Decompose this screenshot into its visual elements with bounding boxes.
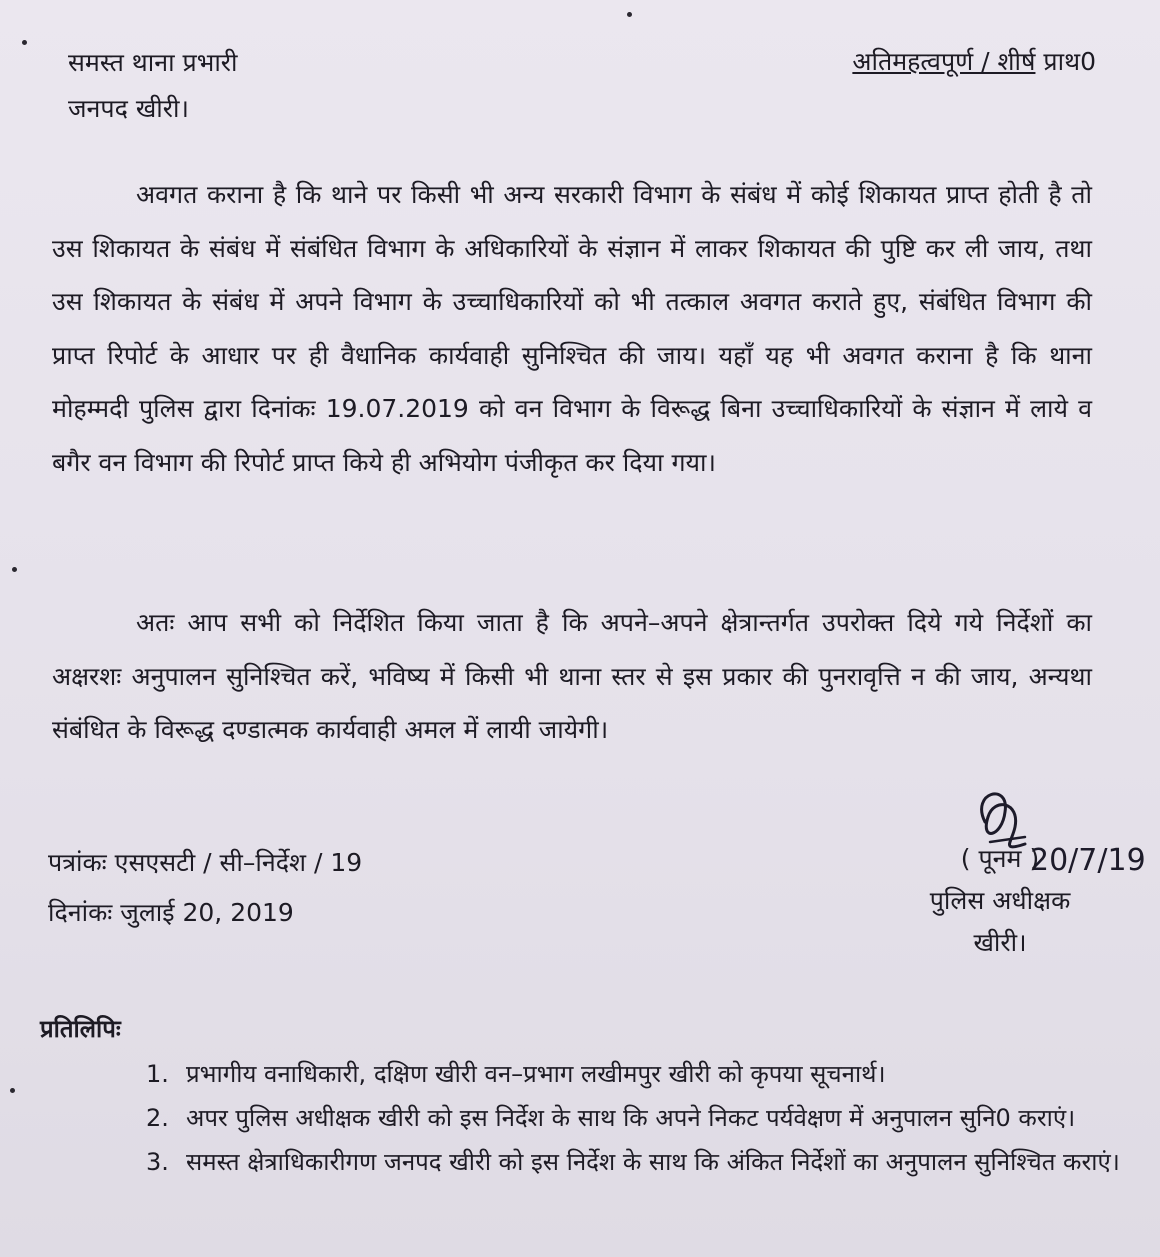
copy-item-number: 3. bbox=[146, 1148, 169, 1176]
paper-speck bbox=[627, 12, 632, 17]
body-paragraph-2: अतः आप सभी को निर्देशित किया जाता है कि अपने–अपने क्षेत्रान्तर्गत उपरोक्त दिये गये निर्देशों का अक्षरशः अनुपालन सुनिश्चित करें, भविष्य में किसी भी थाना स्तर से इस प्रकार की पुनरावृत्ति न की जाय, अन्यथा संबंधित के विरूद्ध दण्डात्मक कार्यवाही अमल में लायी जायेगी। bbox=[52, 608, 1092, 744]
letter-number: पत्रांकः एसएसटी / सी–निर्देश / 19 bbox=[48, 848, 363, 877]
copies-heading: प्रतिलिपिः bbox=[40, 1015, 121, 1043]
signatory-name: ( पूनम ) bbox=[960, 844, 1040, 873]
copy-item-number: 1. bbox=[146, 1060, 169, 1088]
reference-block bbox=[48, 838, 362, 938]
copy-item bbox=[40, 1052, 1120, 1096]
copies-section bbox=[40, 1012, 1120, 1184]
addressee bbox=[68, 40, 238, 132]
paper-speck bbox=[22, 40, 27, 45]
paper-speck bbox=[10, 1088, 15, 1093]
copies-list bbox=[40, 1052, 1120, 1184]
letter-date: दिनांकः जुलाई 20, 2019 bbox=[48, 898, 294, 927]
paper-speck bbox=[12, 567, 17, 572]
copy-item bbox=[40, 1140, 1120, 1184]
priority-underlined: अतिमहत्वपूर्ण / शीर्ष bbox=[852, 47, 1036, 76]
priority-suffix: प्राथ0 bbox=[1035, 47, 1096, 76]
copy-item-text: प्रभागीय वनाधिकारी, दक्षिण खीरी वन–प्रभाग लखीमपुर खीरी को कृपया सूचनार्थ। bbox=[186, 1060, 886, 1088]
copy-item-text: समस्त क्षेत्राधिकारीगण जनपद खीरी को इस निर्देश के साथ कि अंकित निर्देशों का अनुपालन सुनिश्चित कराएं। bbox=[186, 1148, 1120, 1176]
priority-label bbox=[852, 44, 1096, 78]
signatory-designation: पुलिस अधीक्षक bbox=[929, 886, 1071, 915]
addressee-line-1: समस्त थाना प्रभारी bbox=[68, 48, 238, 77]
addressee-line-2: जनपद खीरी। bbox=[68, 94, 189, 123]
signature-block bbox=[890, 838, 1110, 964]
copy-item bbox=[40, 1096, 1120, 1140]
copy-item-number: 2. bbox=[146, 1104, 169, 1132]
handwritten-date: 20/7/19 bbox=[1030, 843, 1146, 878]
copy-item-text: अपर पुलिस अधीक्षक खीरी को इस निर्देश के साथ कि अपने निकट पर्यवेक्षण में अनुपालन सुनि0 कराएं। bbox=[186, 1104, 1076, 1132]
body-paragraph-1: अवगत कराना है कि थाने पर किसी भी अन्य सरकारी विभाग के संबंध में कोई शिकायत प्राप्त होती है तो उस शिकायत के संबंध में संबंधित विभाग के अधिकारियों के संज्ञान में लाकर शिकायत की पुष्टि कर ली जाय, तथा उस शिकायत के संबंध में अपने विभाग के उच्चाधिकारियों को भी तत्काल अवगत कराते हुए, संबंधित विभाग की प्राप्त रिपोर्ट के आधार पर ही वैधानिक कार्यवाही सुनिश्चित की जाय। यहाँ यह भी अवगत कराना है कि थाना मोहम्मदी पुलिस द्वारा दिनांकः 19.07.2019 को वन विभाग के विरूद्ध बिना उच्चाधिकारियों के संज्ञान में लाये व बगैर वन विभाग की रिपोर्ट प्राप्त किये ही अभियोग पंजीकृत कर दिया गया। bbox=[52, 180, 1092, 477]
signatory-district: खीरी। bbox=[973, 928, 1027, 957]
